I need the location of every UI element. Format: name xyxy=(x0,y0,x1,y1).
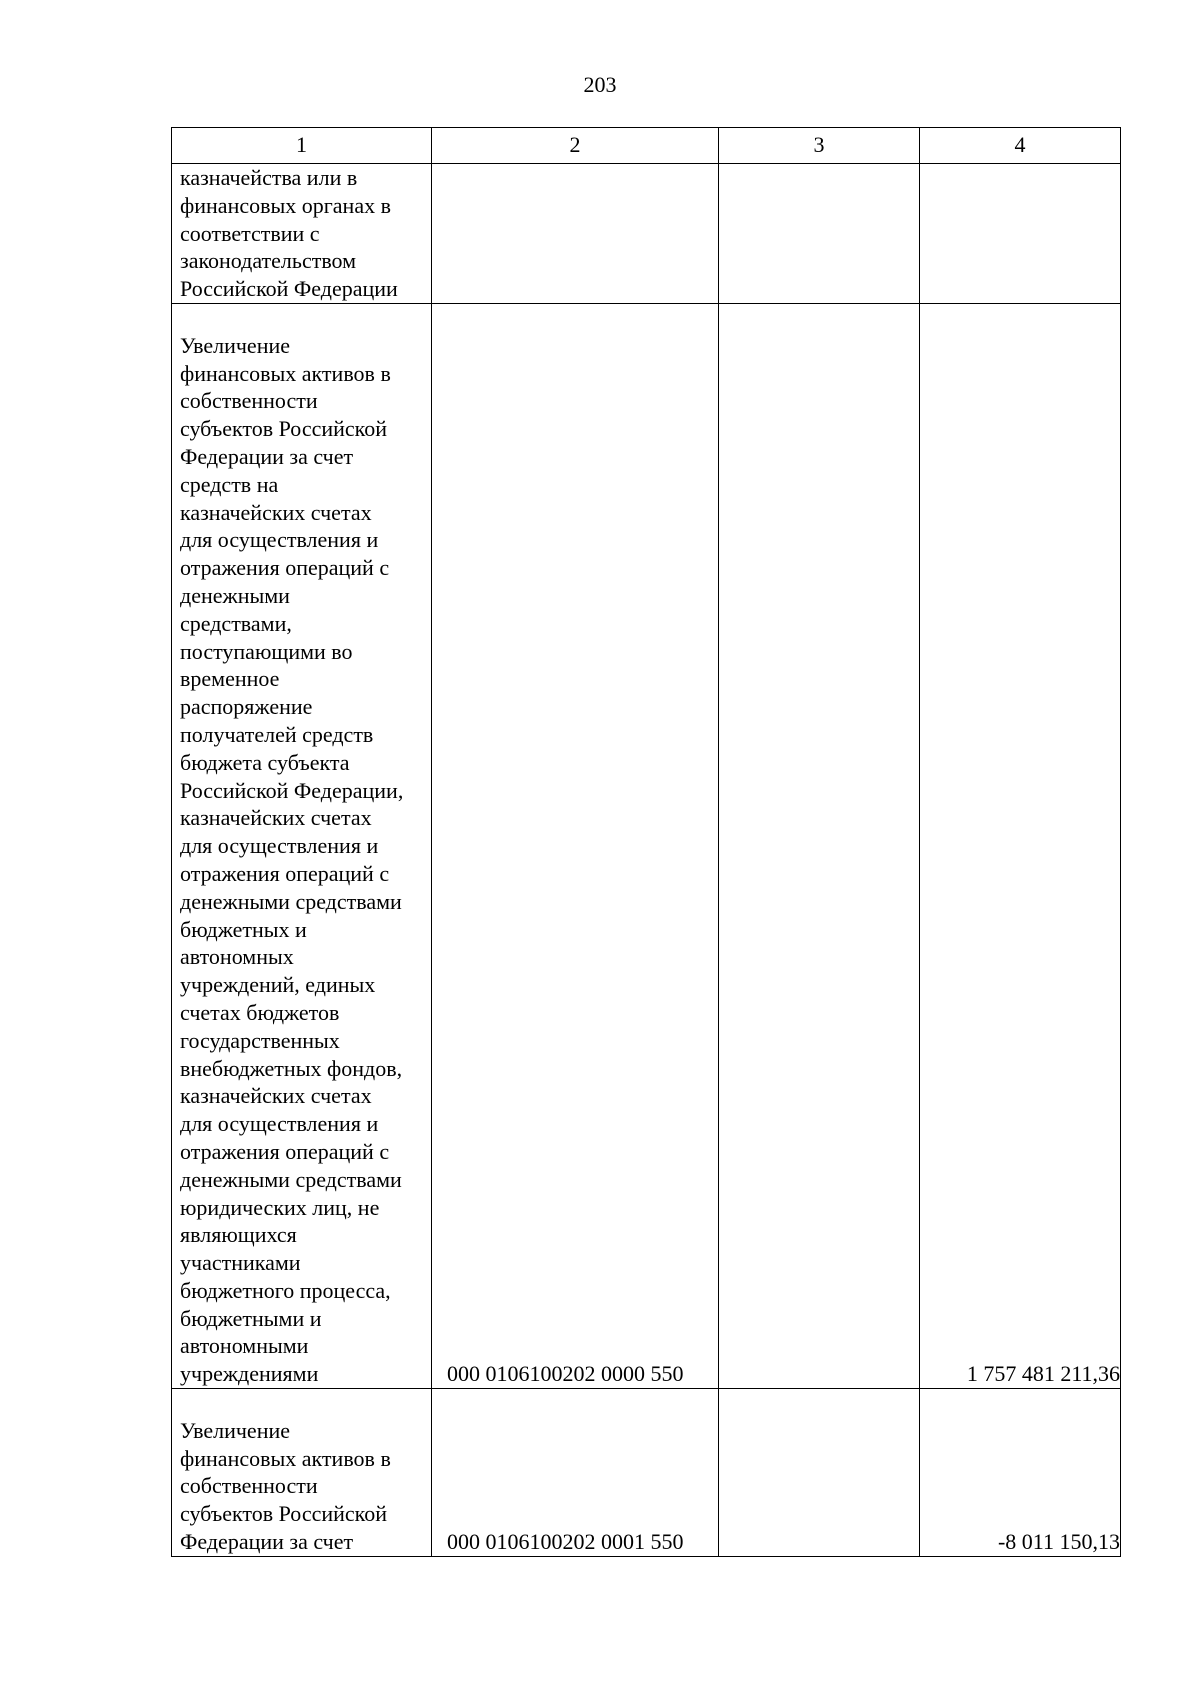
row-code-cell: 000 0106100202 0001 550 xyxy=(432,1389,719,1557)
row-name-text: казначейства или в финансовых органах в соответствии с законодательством Российской Федерации xyxy=(180,165,398,302)
row-amount-cell xyxy=(920,164,1121,304)
row-code-cell xyxy=(432,164,719,304)
table-row xyxy=(172,164,1121,304)
row-top-gap xyxy=(180,304,431,332)
table-header-row xyxy=(172,128,1121,164)
row-top-gap xyxy=(180,1389,431,1417)
row-amount-cell: -8 011 150,13 xyxy=(920,1389,1121,1557)
row-name-cell xyxy=(172,304,432,1389)
row-name-text: Увеличение финансовых активов в собственности субъектов Российской Федерации за счет xyxy=(180,1417,391,1555)
row-code-cell: 000 0106100202 0000 550 xyxy=(432,304,719,1389)
row-name-text: Увеличение финансовых активов в собственности субъектов Российской Федерации за счет средств на казначейских счетах для осуществления и отражения операций с денежными средствами, поступающими во временное распоряжение получателей средств бюджета субъекта Российской Федерации, казначейских счетах для осуществления и отражения операций с денежными средствами бюджетных и автономных учреждений, единых счетах бюджетов государственных внебюджетных фондов, казначейских счетах для осуществления и отражения операций с денежными средствами юридических лиц, не являющихся участниками бюджетного процесса, бюджетными и автономными учреждениями xyxy=(180,332,404,1387)
row-name-cell xyxy=(172,1389,432,1557)
table-row xyxy=(172,1389,1121,1557)
page-number: 203 xyxy=(583,72,617,97)
column-header-2: 2 xyxy=(432,128,719,164)
column-header-1: 1 xyxy=(172,128,432,164)
column-header-3: 3 xyxy=(719,128,920,164)
row-amount-cell: 1 757 481 211,36 xyxy=(920,304,1121,1389)
column-header-4: 4 xyxy=(920,128,1121,164)
row-col3-cell xyxy=(719,304,920,1389)
row-col3-cell xyxy=(719,164,920,304)
row-name-cell xyxy=(172,164,432,304)
budget-table xyxy=(171,127,1121,1557)
table-row xyxy=(172,304,1121,1389)
row-col3-cell xyxy=(719,1389,920,1557)
